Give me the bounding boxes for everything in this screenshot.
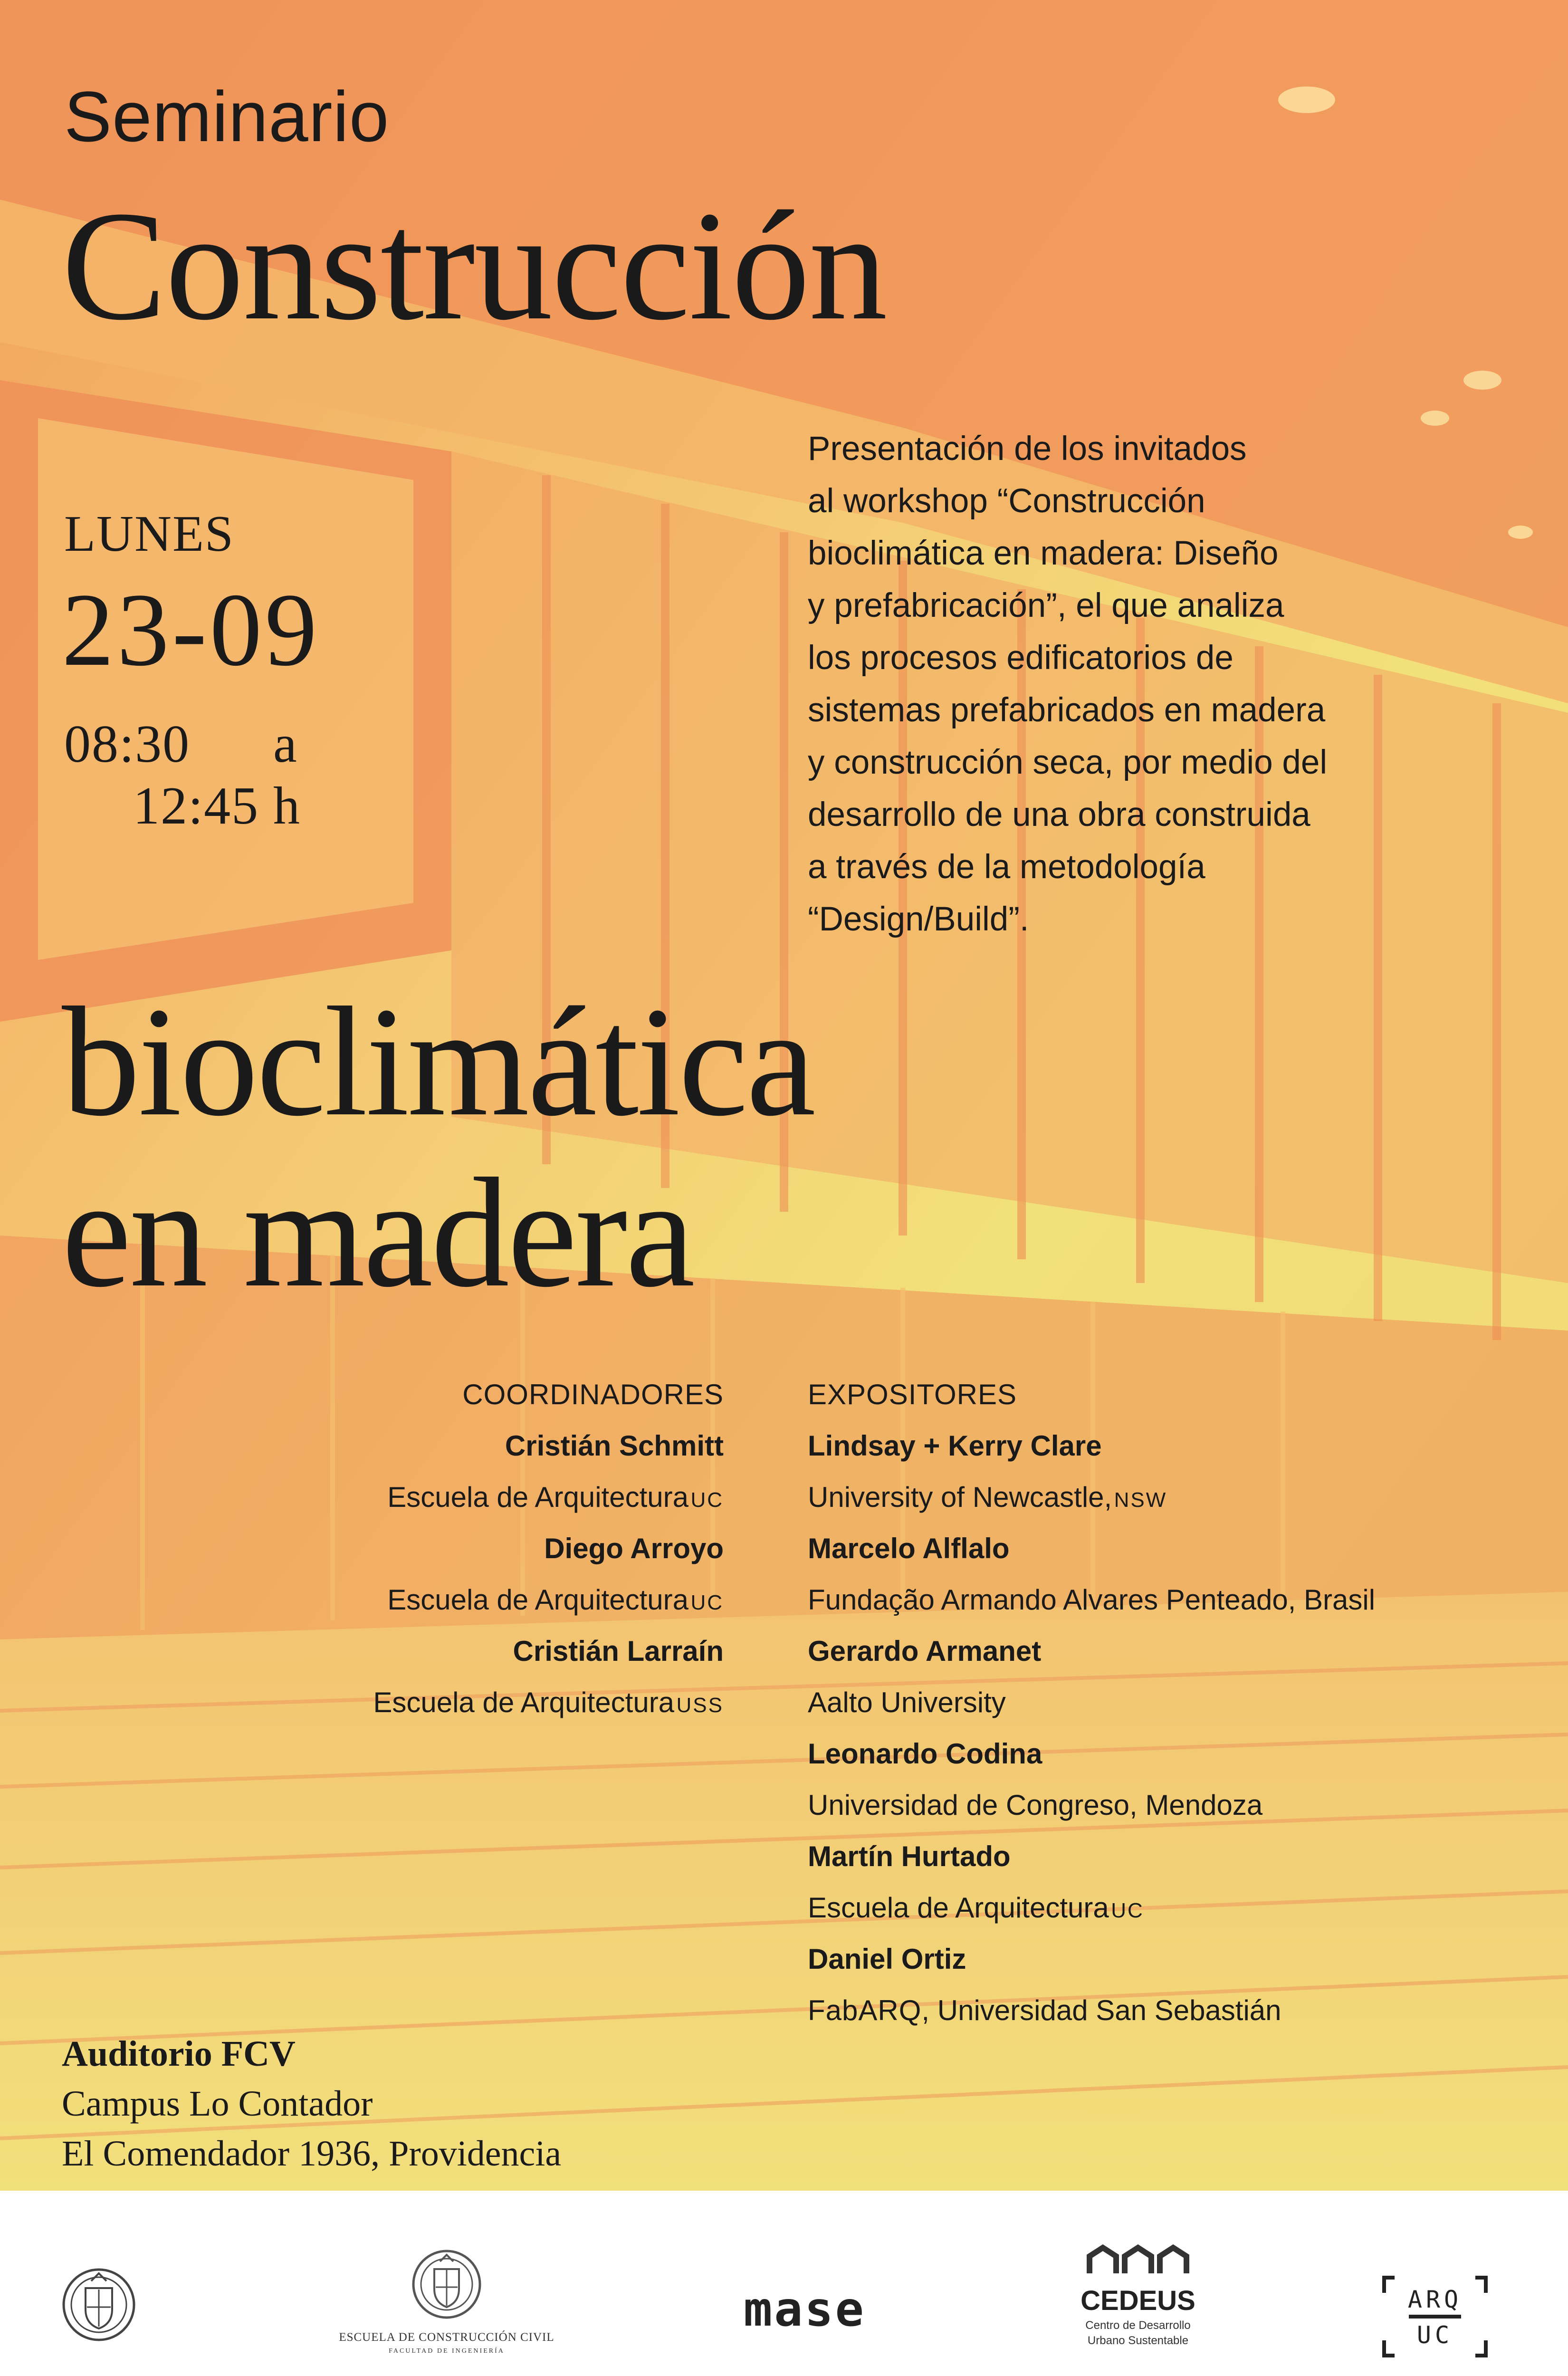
title-line-en-madera: en madera <box>62 1146 693 1320</box>
seminar-kicker: Seminario <box>64 77 390 156</box>
speaker-affiliation: , Universidad San Sebastián <box>921 1994 1281 2026</box>
construccion-civil-faculty: FACULTAD DE INGENIERÍA <box>389 2347 505 2355</box>
coordinator-name: Cristián Larraín <box>513 1635 724 1667</box>
description-line: al workshop “Construcción <box>808 482 1205 520</box>
speaker-affiliation-tag: UC <box>1111 1899 1144 1922</box>
speaker-name: Daniel Ortiz <box>808 1943 966 1975</box>
description-line: a través de la metodología <box>808 848 1205 886</box>
description-line: y construcción seca, por medio del <box>808 744 1328 781</box>
construccion-civil-name: ESCUELA DE CONSTRUCCIÓN CIVIL <box>339 2331 555 2344</box>
speakers-column <box>808 1380 1375 2048</box>
description-line: y prefabricación”, el que analiza <box>808 587 1284 624</box>
time-separator: a <box>273 715 297 774</box>
description-line: los procesos edificatorios de <box>808 639 1233 677</box>
speaker-affiliation-tag: FabARQ <box>808 1994 922 2026</box>
speaker-affiliation: Escuela de Arquitectura <box>808 1892 1109 1924</box>
cedeus-caption-2: Urbano Sustentable <box>1087 2334 1189 2347</box>
description-line: desarrollo de una obra construida <box>808 796 1310 834</box>
event-date: 23-09 <box>62 572 320 688</box>
description-line: bioclimática en madera: Diseño <box>808 535 1279 572</box>
uc-logo-text: UC <box>1416 2321 1453 2349</box>
speaker-affiliation: Fundação Armando Alvares Penteado, Brasil <box>808 1584 1376 1616</box>
speaker-affiliation: Aalto University <box>808 1686 1006 1718</box>
speaker-affiliation-tag: NSW <box>1114 1488 1167 1512</box>
speakers-heading: EXPOSITORES <box>808 1379 1017 1410</box>
venue-hall: Auditorio FCV <box>62 2034 296 2074</box>
venue-block <box>62 2029 561 2179</box>
coordinators-heading: COORDINADORES <box>462 1379 724 1410</box>
sponsor-logo-strip <box>0 2191 1568 2376</box>
description-line: sistemas prefabricados en madera <box>808 691 1326 729</box>
coordinator-affiliation-tag: USS <box>676 1694 724 1717</box>
time-unit: h <box>273 776 300 835</box>
arq-logo-text: ARQ <box>1407 2286 1463 2313</box>
event-day: LUNES <box>64 506 234 562</box>
coordinator-affiliation: Escuela de Arquitectura <box>387 1584 688 1616</box>
speaker-affiliation: Universidad de Congreso, Mendoza <box>808 1789 1263 1821</box>
speaker-name: Martín Hurtado <box>808 1840 1011 1872</box>
description-line: “Design/Build”. <box>808 901 1029 938</box>
description-line: Presentación de los invitados <box>808 430 1247 468</box>
coordinator-affiliation: Escuela de Arquitectura <box>387 1481 688 1513</box>
event-description <box>808 423 1497 946</box>
venue-address: El Comendador 1936, Providencia <box>62 2134 562 2174</box>
cedeus-houses-icon <box>1086 2243 1190 2281</box>
uc-seal-logo <box>61 2262 137 2347</box>
time-end: 12:45 <box>133 776 259 835</box>
speaker-name: Lindsay + Kerry Clare <box>808 1430 1102 1462</box>
time-start: 08:30 <box>64 715 191 774</box>
mase-logo: mase <box>744 2281 866 2337</box>
title-line-bioclimatica: bioclimática <box>62 975 814 1149</box>
coordinator-name: Diego Arroyo <box>544 1533 724 1564</box>
cedeus-logo-text: CEDEUS <box>1080 2285 1195 2316</box>
cedeus-caption-1: Centro de Desarrollo <box>1085 2319 1191 2332</box>
speaker-name: Leonardo Codina <box>808 1738 1042 1770</box>
title-line-construccion: Construcción <box>62 179 887 353</box>
coordinator-affiliation-tag: UC <box>690 1488 724 1512</box>
construccion-civil-seal-logo <box>409 2245 485 2324</box>
speaker-name: Gerardo Armanet <box>808 1635 1042 1667</box>
speaker-name: Marcelo Alflalo <box>808 1533 1010 1564</box>
coordinator-affiliation-tag: UC <box>690 1591 724 1614</box>
coordinator-name: Cristián Schmitt <box>505 1430 724 1462</box>
speaker-affiliation: University of Newcastle, <box>808 1481 1112 1513</box>
venue-campus: Campus Lo Contador <box>62 2084 373 2124</box>
coordinator-affiliation: Escuela de Arquitectura <box>373 1686 675 1718</box>
coordinators-column <box>373 1380 724 1740</box>
